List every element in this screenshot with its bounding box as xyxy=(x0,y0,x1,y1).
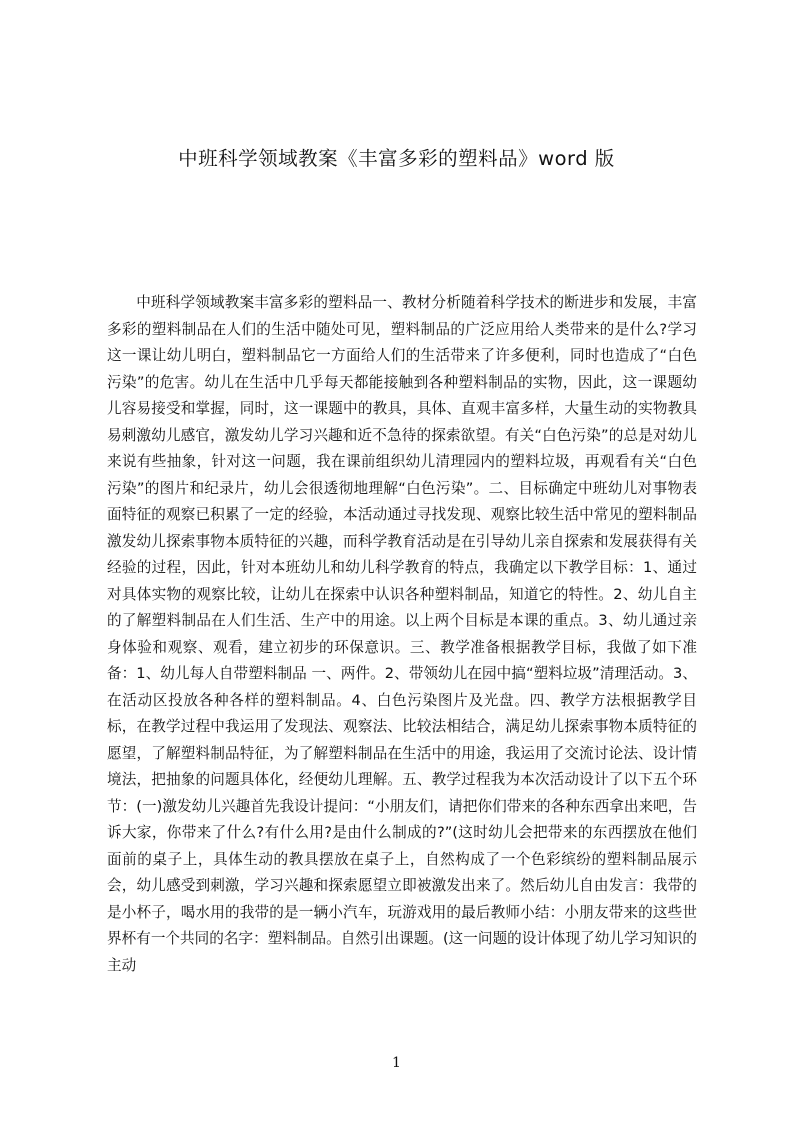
page-number: 1 xyxy=(392,1055,401,1071)
document-body: 中班科学领域教案丰富多彩的塑料品一、教材分析随着科学技术的断进步和发展，丰富多彩的塑料制品在人们的生活中随处可见，塑料制品的广泛应用给人类带来的是什么?学习这一课让幼儿明白，塑料制品它一方面给人们的生活带来了许多便利，同时也造成了“白色污染”的危害。幼儿在生活中几乎每天都能接触到各种塑料制品的实物，因此，这一课题幼儿容易接受和掌握，同时，这一课题中的教具，具体、直观丰富多样，大量生动的实物教具易刺激幼儿感官，激发幼儿学习兴趣和近不急待的探索欲望。有关“白色污染”的总是对幼儿来说有些抽象，针对这一问题，我在课前组织幼儿清理园内的塑料垃圾，再观看有关“白色污染”的图片和纪录片，幼儿会很透彻地理解“白色污染”。二、目标确定中班幼儿对事物表面特征的观察已积累了一定的经验，本活动通过寻找发现、观察比较生活中常见的塑料制品激发幼儿探索事物本质特征的兴趣，而科学教育活动是在引导幼儿亲自探索和发展获得有关经验的过程，因此，针对本班幼儿和幼儿科学教育的特点，我确定以下教学目标：1、通过对具体实物的观察比较，让幼儿在探索中认识各种塑料制品，知道它的特性。2、幼儿自主的了解塑料制品在人们生活、生产中的用途。以上两个目标是本课的重点。3、幼儿通过亲身体验和观察、观看，建立初步的环保意识。三、教学准备根据教学目标，我做了如下准备：1、幼儿每人自带塑料制品 一、两件。2、带领幼儿在园中搞“塑料垃圾”清理活动。3、在活动区投放各种各样的塑料制品。4、白色污染图片及光盘。四、教学方法根据教学目标，在教学过程中我运用了发现法、观察法、比较法相结合，满足幼儿探索事物本质特征的愿望，了解塑料制品特征，为了解塑料制品在生活中的用途，我运用了交流讨论法、设计情境法，把抽象的问题具体化，经便幼儿理解。五、教学过程我为本次活动设计了以下五个环节：(一)激发幼儿兴趣首先我设计提问：“小朋友们，请把你们带来的各种东西拿出来吧，告诉大家，你带来了什么?有什么用?是由什么制成的?”(这时幼儿会把带来的东西摆放在他们面前的桌子上，具体生动的教具摆放在桌子上，自然构成了一个色彩缤纷的塑料制品展示会，幼儿感受到刺激，学习兴趣和探索愿望立即被激发出来了。然后幼儿自由发言：我带的是小杯子，喝水用的我带的是一辆小汽车，玩游戏用的最后教师小结：小朋友带来的这些世界杯有一个共同的名字：塑料制品。自然引出课题。(这一问题的设计体现了幼儿学习知识的主动 xyxy=(107,294,697,974)
document-title: 中班科学领域教案《丰富多彩的塑料品》word 版 xyxy=(178,147,615,170)
